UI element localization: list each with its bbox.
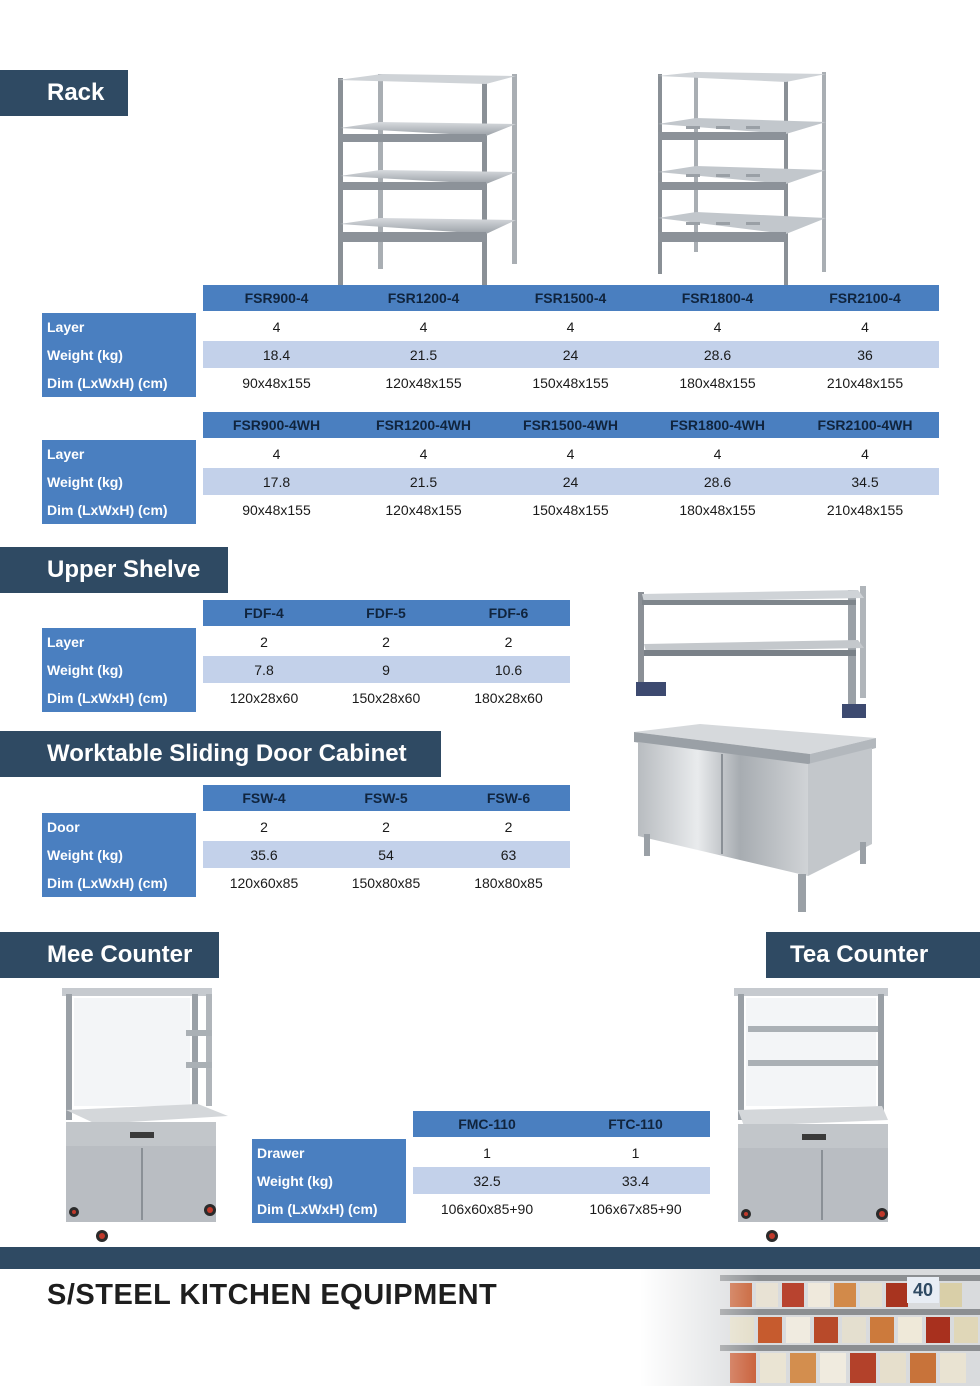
column-header: FSR2100-4: [829, 290, 901, 306]
page-number: 40: [907, 1277, 939, 1303]
table-cell: 4: [861, 446, 869, 462]
table-cell: 90x48x155: [242, 502, 311, 518]
table-cell: 120x48x155: [385, 502, 462, 518]
row-label: Drawer: [257, 1145, 305, 1161]
footer-title: S/STEEL KITCHEN EQUIPMENT: [47, 1279, 498, 1311]
row-label: Dim (LxWxH) (cm): [47, 375, 168, 391]
table-cell: 35.6: [250, 847, 278, 863]
table-cell: 36: [857, 347, 873, 363]
rack-spec-table: [42, 285, 939, 397]
table-cell: 4: [419, 446, 428, 462]
table-cell: 150x28x60: [351, 690, 421, 706]
table-cell: 150x48x155: [532, 502, 609, 518]
table-cell: 2: [382, 819, 390, 835]
table-cell: 9: [382, 662, 390, 678]
row-label: Layer: [47, 446, 85, 462]
section-title-upper-shelve: Upper Shelve: [0, 547, 228, 593]
column-header: FSR1500-4: [534, 290, 607, 306]
table-cell: 180x80x85: [474, 875, 543, 891]
column-header: FDF-6: [488, 605, 529, 621]
row-label: Dim (LxWxH) (cm): [257, 1201, 378, 1217]
column-header: FSR1200-4WH: [376, 417, 471, 433]
column-header: FSR900-4: [244, 290, 309, 306]
table-cell: 2: [260, 819, 268, 835]
section-title-mee-counter: Mee Counter: [0, 932, 219, 978]
row-label: Dim (LxWxH) (cm): [47, 502, 168, 518]
table-cell: 1: [631, 1145, 640, 1161]
table-cell: 21.5: [409, 474, 438, 490]
table-cell: 180x28x60: [474, 690, 543, 706]
table-cell: 1: [483, 1145, 491, 1161]
table-cell: 4: [419, 319, 428, 335]
table-cell: 2: [382, 634, 390, 650]
row-label: Dim (LxWxH) (cm): [47, 875, 168, 891]
worktable-spec-table: [42, 785, 570, 897]
table-cell: 21.5: [409, 347, 438, 363]
table-cell: 2: [260, 634, 268, 650]
column-header: FSW-5: [364, 790, 408, 806]
table-cell: 33.4: [621, 1173, 650, 1189]
rack-solid-shelves-image: [334, 74, 520, 292]
table-cell: 180x48x155: [679, 502, 756, 518]
table-cell: 120x48x155: [385, 375, 462, 391]
table-cell: 4: [566, 319, 575, 335]
column-header: FSR2100-4WH: [817, 417, 913, 433]
row-label: Weight (kg): [47, 662, 123, 678]
table-cell: 24: [562, 474, 579, 490]
rack-wh-spec-table: [42, 412, 939, 524]
tea-counter-image: [732, 986, 892, 1244]
table-cell: 210x48x155: [826, 502, 904, 518]
table-cell: 4: [272, 446, 281, 462]
table-cell: 54: [378, 847, 394, 863]
row-label: Layer: [47, 634, 85, 650]
table-cell: 106x67x85+90: [589, 1201, 682, 1217]
column-header: FSR1800-4WH: [670, 417, 765, 433]
table-cell: 210x48x155: [826, 375, 904, 391]
table-cell: 28.6: [703, 347, 732, 363]
column-header: FTC-110: [608, 1116, 663, 1132]
column-header: FSR900-4WH: [232, 417, 321, 433]
column-header: FSR1200-4: [387, 290, 460, 306]
table-cell: 28.6: [703, 474, 732, 490]
column-header: FDF-5: [366, 605, 406, 621]
worktable-cabinet-image: [630, 724, 880, 916]
table-cell: 2: [504, 819, 513, 835]
section-title-rack: Rack: [0, 70, 128, 116]
table-cell: 17.8: [262, 474, 291, 490]
column-header: FSW-6: [486, 790, 531, 806]
section-title-worktable: Worktable Sliding Door Cabinet: [0, 731, 441, 777]
column-header: FDF-4: [244, 605, 284, 621]
upper-shelve-spec-table: [42, 600, 570, 712]
row-label: Weight (kg): [47, 847, 123, 863]
footer-bar: [0, 1247, 980, 1269]
row-label: Weight (kg): [47, 474, 123, 490]
table-cell: 90x48x155: [242, 375, 311, 391]
row-label: Door: [47, 819, 80, 835]
table-cell: 4: [861, 319, 869, 335]
table-cell: 150x80x85: [351, 875, 421, 891]
table-cell: 120x60x85: [229, 875, 299, 891]
table-cell: 4: [272, 319, 281, 335]
table-cell: 4: [713, 319, 722, 335]
row-label: Weight (kg): [47, 347, 123, 363]
table-cell: 106x60x85+90: [440, 1201, 534, 1217]
table-cell: 150x48x155: [532, 375, 609, 391]
table-cell: 63: [500, 847, 517, 863]
table-cell: 120x28x60: [229, 690, 299, 706]
rack-slotted-shelves-image: [656, 72, 830, 302]
mee-counter-image: [60, 986, 230, 1244]
row-label: Layer: [47, 319, 85, 335]
row-label: Dim (LxWxH) (cm): [47, 690, 168, 706]
upper-shelve-image: [636, 586, 868, 722]
column-header: FSR1800-4: [681, 290, 754, 306]
table-cell: 7.8: [254, 662, 274, 678]
row-label: Weight (kg): [257, 1173, 333, 1189]
table-cell: 4: [713, 446, 722, 462]
table-cell: 2: [504, 634, 513, 650]
table-cell: 180x48x155: [679, 375, 756, 391]
column-header: FSW-4: [242, 790, 286, 806]
table-cell: 10.6: [494, 662, 523, 678]
section-title-tea-counter: Tea Counter: [766, 932, 980, 978]
table-cell: 4: [566, 446, 575, 462]
column-header: FMC-110: [458, 1116, 516, 1132]
counter-spec-table: [252, 1111, 710, 1223]
table-cell: 24: [562, 347, 579, 363]
column-header: FSR1500-4WH: [523, 417, 618, 433]
table-cell: 32.5: [473, 1173, 501, 1189]
table-cell: 18.4: [262, 347, 291, 363]
table-cell: 34.5: [851, 474, 879, 490]
